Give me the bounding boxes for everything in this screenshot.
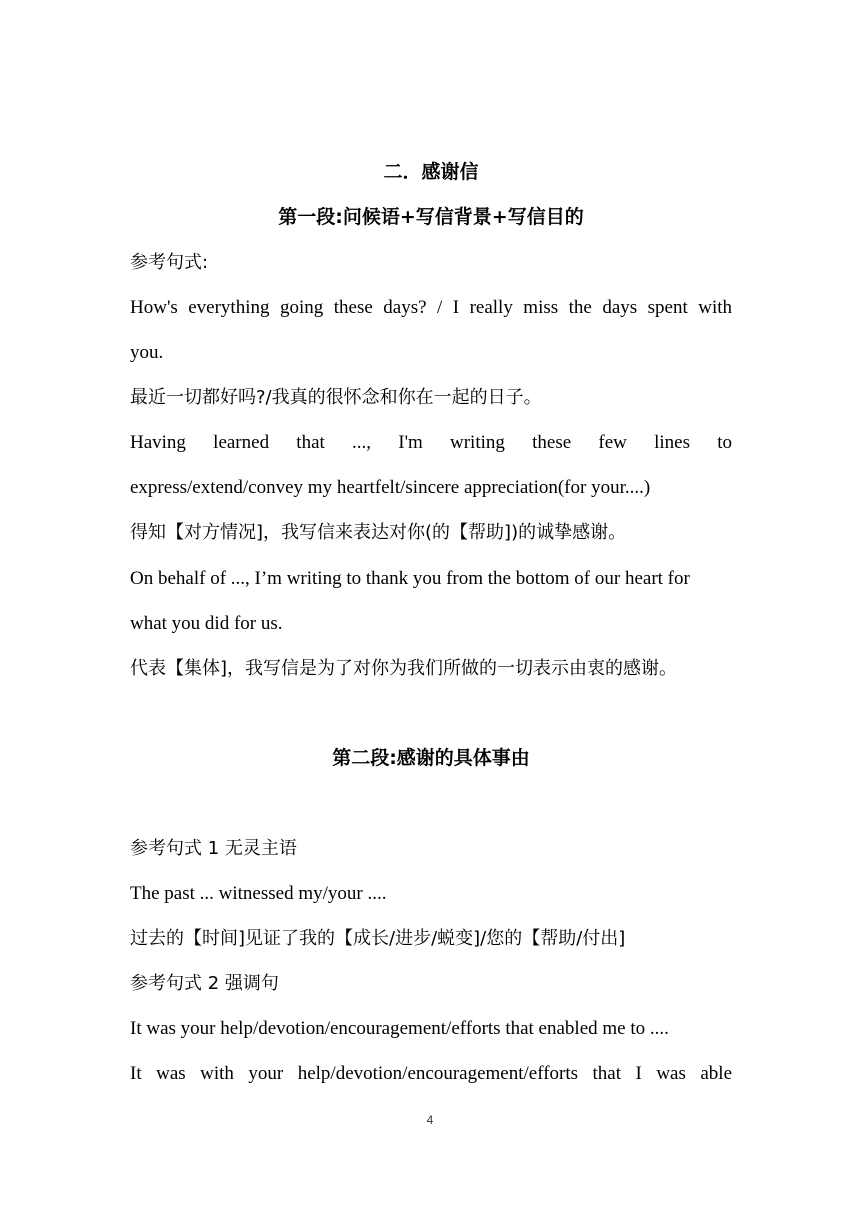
paragraph1-line: express/extend/convey my heartfelt/sincere appreciation(for your....) xyxy=(130,477,651,498)
paragraph2-line: It was your help/devotion/encouragement/efforts that enabled me to .... xyxy=(130,1018,669,1039)
paragraph2-heading: 第二段:感谢的具体事由 xyxy=(332,747,530,769)
paragraph1-label: 参考句式: xyxy=(130,252,209,273)
paragraph2-label-1: 参考句式 1 无灵主语 xyxy=(130,838,297,859)
paragraph1-line: you. xyxy=(130,342,164,363)
page-number: 4 xyxy=(426,1113,434,1127)
paragraph2-line: The past ... witnessed my/your .... xyxy=(130,883,387,904)
section-title: 二．感谢信 xyxy=(383,161,479,183)
paragraph1-line: 得知【对方情况]，我写信来表达对你(的【帮助])的诚挚感谢。 xyxy=(130,522,627,543)
paragraph2-label-2: 参考句式 2 强调句 xyxy=(130,973,279,994)
paragraph1-line: How's everything going these days? / I really miss the days spent with xyxy=(130,297,732,318)
paragraph1-line: 代表【集体]，我写信是为了对你为我们所做的一切表示由衷的感谢。 xyxy=(130,658,678,679)
paragraph1-heading: 第一段:问候语+写信背景+写信目的 xyxy=(278,206,584,228)
paragraph2-line: 过去的【时间]见证了我的【成长/进步/蜕变]/您的【帮助/付出] xyxy=(130,928,626,949)
paragraph1-line: 最近一切都好吗?/我真的很怀念和你在一起的日子。 xyxy=(130,387,542,408)
paragraph1-line: what you did for us. xyxy=(130,613,283,634)
paragraph1-line: On behalf of ..., I’m writing to thank you from the bottom of our heart for xyxy=(130,568,690,589)
paragraph2-line: It was with your help/devotion/encouragement/efforts that I was able xyxy=(130,1063,732,1084)
paragraph1-line: Having learned that ..., I'm writing these few lines to xyxy=(130,432,732,453)
